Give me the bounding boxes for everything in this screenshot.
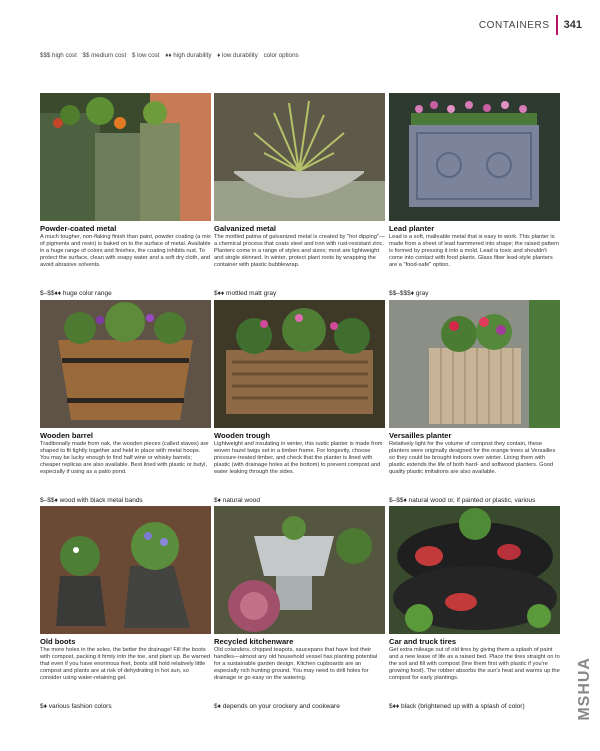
item-description: Lead is a soft, malleable metal that is easy to work. This planter is made from a sheet of lead hammered into shape; the raised pattern is formed by pressing it into a mold. Lead is toxic and shouldn't come into contact with food plants. Glass fiber lead-style planters are a "food-safe" option. xyxy=(389,234,560,268)
legend-low-durability: ♦ low durability xyxy=(217,52,258,59)
item-title: Wooden barrel xyxy=(40,431,94,440)
item-rating: $–$$♦ wood with black metal bands xyxy=(40,497,143,504)
item-card xyxy=(40,93,211,297)
item-rating: $–$$♦♦ huge color range xyxy=(40,290,112,297)
item-title: Galvanized metal xyxy=(214,224,277,233)
cost-durability-legend xyxy=(40,52,303,59)
item-card xyxy=(389,93,560,297)
item-description: Traditionally made from oak, the wooden pieces (called staves) are shaped to fit tightly together and held in place with metal hoops. You may be lucky enough to find half wine or whisky barrels; cheaper replicas are also available. Best lined with plastic or butyl, especially if using as a patio pond. xyxy=(40,441,209,475)
item-title: Lead planter xyxy=(389,224,435,233)
header-divider xyxy=(556,15,558,35)
legend-high-durability: ♦♦ high durability xyxy=(165,52,212,59)
item-rating: $$–$$$♦ gray xyxy=(389,290,429,297)
galvanized-metal-photo xyxy=(214,93,385,221)
item-card xyxy=(40,300,211,504)
legend-low-cost: $ low cost xyxy=(131,52,160,59)
page-header xyxy=(479,14,582,36)
item-card xyxy=(214,93,385,297)
item-rating: $♦♦ mottled matt gray xyxy=(214,290,277,297)
item-title: Wooden trough xyxy=(214,431,270,440)
watermark: MSHUA xyxy=(576,657,593,721)
item-title: Recycled kitchenware xyxy=(214,637,294,646)
page-number: 341 xyxy=(563,19,582,31)
item-description: The mottled patina of galvanized metal is created by "hot dipping"—a chemical process that coats steel and iron with rust-resistant zinc. Planters come in a range of styles and sizes; most are lightweight and single skinned. In winter, protect plant roots by wrapping the container with plastic bubblewrap. xyxy=(214,234,385,268)
item-rating: $♦ various fashion colors xyxy=(40,703,112,710)
item-title: Versailles planter xyxy=(389,431,452,440)
item-description: A much tougher, non-flaking finish than paint, powder coating (a mix of pigments and resin) is baked on to the surface of metal. Available in a huge range of colors and finishes, the coating inhibits rust. To protect the surface, clean with soapy water and a soft dry cloth, and avoid abrasive solvents. xyxy=(40,234,211,268)
item-card xyxy=(40,506,211,710)
item-card xyxy=(389,300,560,504)
wooden-trough-photo xyxy=(214,300,385,428)
section-title: CONTAINERS xyxy=(478,19,550,31)
item-card xyxy=(214,300,385,504)
powder-coated-metal-photo xyxy=(40,93,211,221)
item-rating: $♦ depends on your crockery and cookware xyxy=(214,703,340,710)
old-boots-photo xyxy=(40,506,211,634)
item-description: Get extra mileage out of old tires by giving them a splash of paint and a new lease of life as a raised bed. Place the tires straight on to the soil and fill with compost (line them first with plastic if you're growing food). The robber absorbs the sun's heat and warms up the compost for early plantings. xyxy=(389,647,560,681)
item-description: Old colanders, chipped teapots, saucepans that have lost their handles—almost any old household vessel has planting potential for a sustainable garden design. Kitchen cupboards are an especially rich hunting ground. You may need to drill holes for drainage or go easy on the watering. xyxy=(214,647,378,681)
item-title: Old boots xyxy=(40,637,76,646)
item-description: Lightweight and insulating in winter, this rustic planter is made from woven hazel twigs set in a timber frame. For longevity, choose pressure-treated timber, and check that the planter is lined with plastic (with drainage holes at the bottom) to prevent compost and water leaking through the sides. xyxy=(214,441,383,475)
recycled-kitchenware-photo xyxy=(214,506,385,634)
item-card xyxy=(214,506,385,710)
item-title: Powder-coated metal xyxy=(40,224,117,233)
item-description: The more holes in the soles, the better the drainage! Fill the boots with compost, packing it firmly into the toe, and plant up. Be warned that even if you have enormous feet, boots still hold relatively little compost and plants are at risk of dehydrating in hot sun, so consider using water-retaining gel. xyxy=(40,647,211,681)
item-rating: $–$$♦ natural wood or, if painted or plastic, various xyxy=(389,497,536,504)
item-rating: $♦♦ black (brightened up with a splash of color) xyxy=(389,703,525,710)
item-card xyxy=(389,506,560,710)
legend-high-cost: $$$ high cost xyxy=(40,52,77,59)
legend-color-options: color options xyxy=(263,52,299,59)
item-rating: $♦ natural wood xyxy=(214,497,260,504)
lead-planter-photo xyxy=(389,93,560,221)
versailles-planter-photo xyxy=(389,300,560,428)
car-and-truck-tires-photo xyxy=(389,506,560,634)
legend-medium-cost: $$ medium cost xyxy=(82,52,127,59)
wooden-barrel-photo xyxy=(40,300,211,428)
item-title: Car and truck tires xyxy=(389,637,457,646)
item-description: Relatively light for the volume of compost they contain, these planters were originally designed for the orange trees at Versailles so they could be brought indoors over winter. Lining them with plastic extends the life of both hard- and softwood planters. Good quality plastic imitations are also available. xyxy=(389,441,556,475)
